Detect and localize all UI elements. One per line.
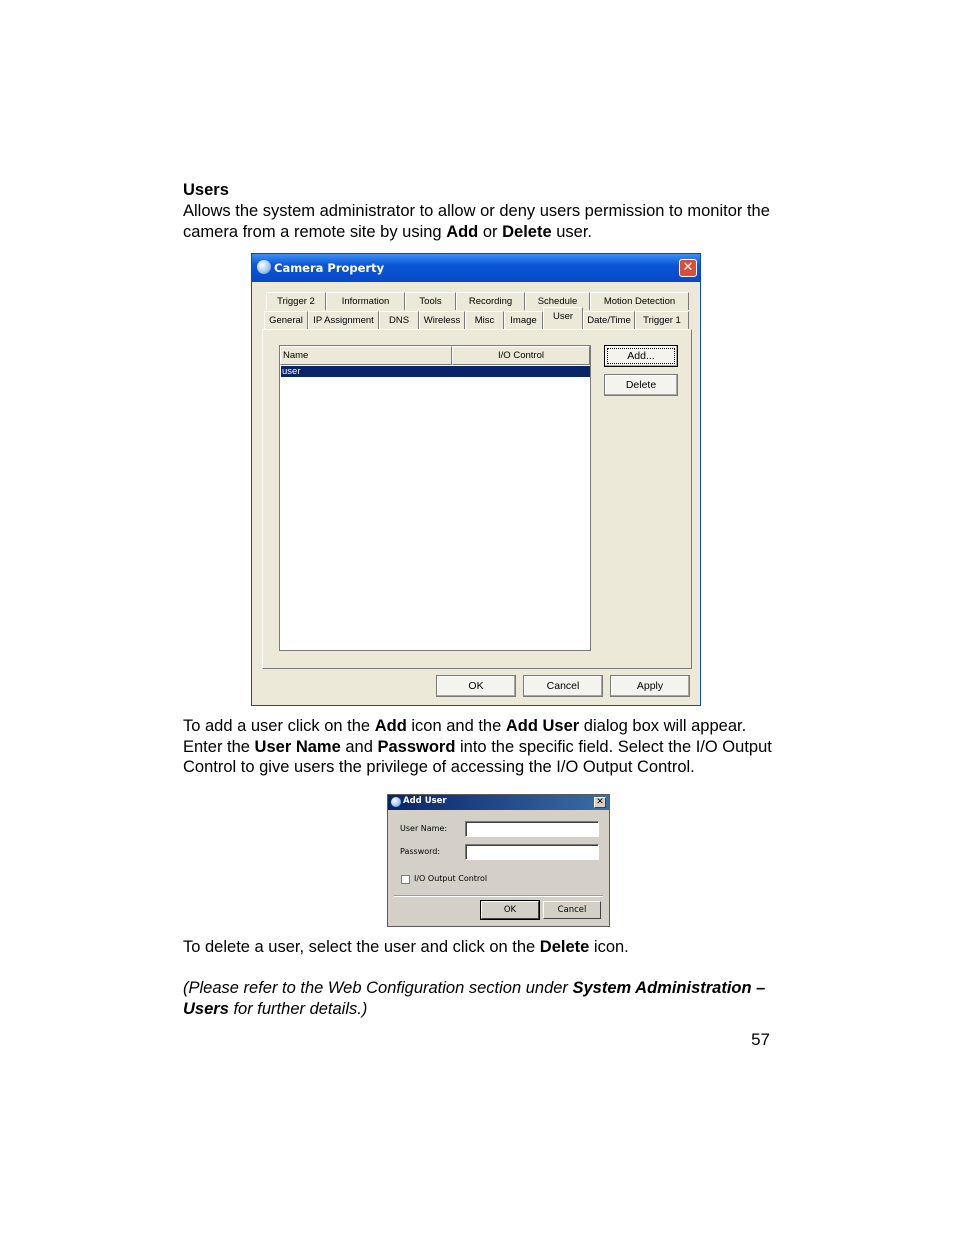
cancel-button[interactable]: Cancel <box>543 901 601 919</box>
list-item[interactable]: user <box>281 366 590 377</box>
title-bar <box>252 254 700 282</box>
tab-general[interactable]: General <box>264 311 308 329</box>
add-button[interactable]: Add... <box>604 345 678 367</box>
close-icon[interactable]: ✕ <box>594 797 606 808</box>
tab-ip-assignment[interactable]: IP Assignment <box>308 311 379 329</box>
dialog-app-icon <box>391 797 401 807</box>
tab-trigger-2[interactable]: Trigger 2 <box>266 292 326 310</box>
tab-tools[interactable]: Tools <box>405 292 456 310</box>
section-heading: Users <box>183 181 229 199</box>
column-header-name[interactable]: Name <box>280 346 452 365</box>
apply-button[interactable]: Apply <box>610 675 690 697</box>
add-user-dialog <box>387 794 610 927</box>
intro-paragraph: Allows the system administrator to allow or deny users permission to monitor the camera from a remote site by using Add or Delete user. <box>183 202 770 241</box>
close-icon[interactable]: ✕ <box>679 259 697 277</box>
tab-dns[interactable]: DNS <box>379 311 419 329</box>
password-field[interactable] <box>465 844 599 860</box>
password-label: Password: <box>400 847 441 856</box>
username-label: User Name: <box>400 824 448 833</box>
add-user-paragraph: To add a user click on the Add icon and the Add User dialog box will appear. Enter the User Name and Password into the specific field. Select the I/O Output Control to give users the privilege of accessing the I/O Output Control. <box>183 717 772 776</box>
delete-button[interactable]: Delete <box>604 374 678 396</box>
username-field[interactable] <box>465 821 599 837</box>
column-header-io-control[interactable]: I/O Control <box>452 346 590 365</box>
dialog-title: Add User <box>403 796 447 806</box>
tab-misc[interactable]: Misc <box>465 311 504 329</box>
dialog-divider <box>394 895 603 897</box>
io-output-control-label: I/O Output Control <box>414 874 488 883</box>
tab-schedule[interactable]: Schedule <box>525 292 590 310</box>
cancel-button[interactable]: Cancel <box>523 675 603 697</box>
camera-app-icon <box>257 260 271 274</box>
io-output-control-checkbox[interactable] <box>401 875 410 884</box>
tab-motion-detection[interactable]: Motion Detection <box>590 292 689 310</box>
ok-button[interactable]: OK <box>481 901 539 919</box>
dialog-title-bar <box>388 795 609 810</box>
tab-date-time[interactable]: Date/Time <box>583 311 635 329</box>
tab-user[interactable]: User <box>543 307 583 329</box>
tab-trigger-1[interactable]: Trigger 1 <box>635 311 689 329</box>
tab-wireless[interactable]: Wireless <box>419 311 465 329</box>
reference-note: (Please refer to the Web Configuration section under System Administration – Users for further details.) <box>183 979 766 1018</box>
ok-button[interactable]: OK <box>436 675 516 697</box>
window-title: Camera Property <box>274 261 385 275</box>
page-number: 57 <box>751 1030 770 1049</box>
delete-user-paragraph: To delete a user, select the user and click on the Delete icon. <box>183 938 629 956</box>
tab-image[interactable]: Image <box>504 311 543 329</box>
tab-recording[interactable]: Recording <box>456 292 525 310</box>
user-list[interactable] <box>279 345 591 651</box>
tab-information[interactable]: Information <box>326 292 405 310</box>
